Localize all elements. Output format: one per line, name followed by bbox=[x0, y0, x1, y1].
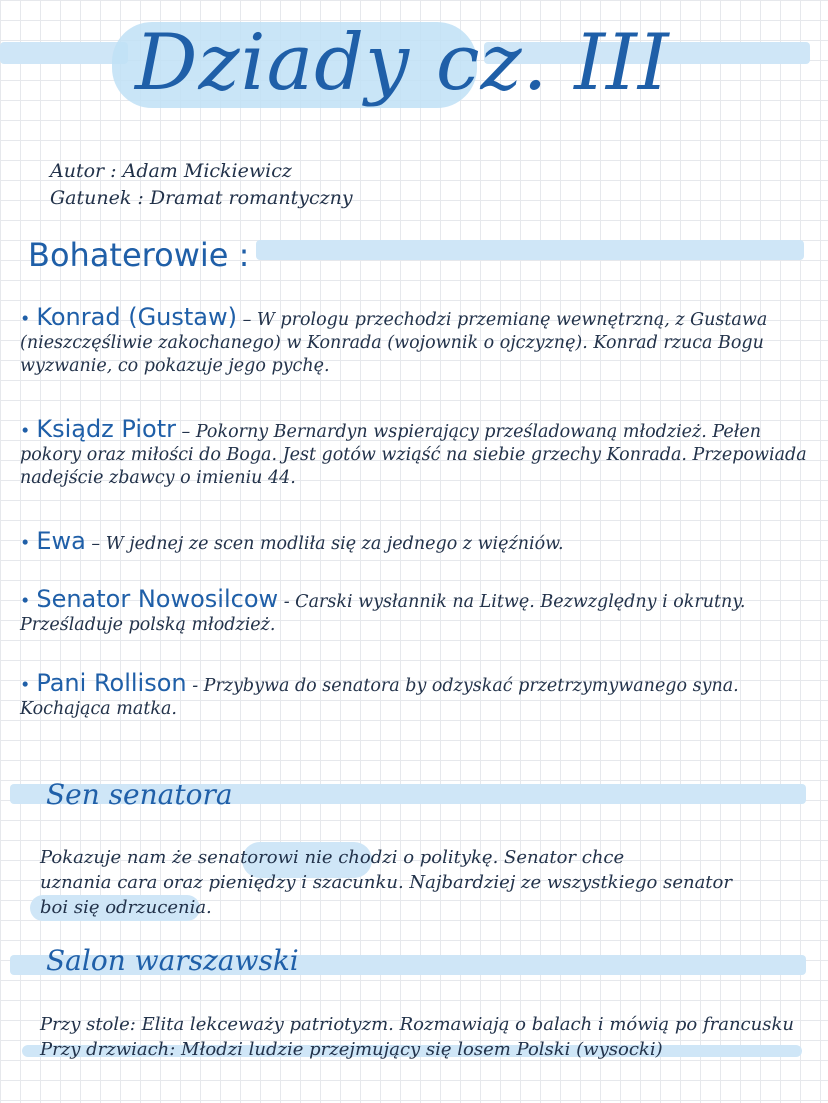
salon-paragraph bbox=[40, 1012, 810, 1062]
bullet-icon: • bbox=[20, 422, 31, 442]
character-konrad bbox=[20, 303, 810, 378]
bullet-icon: • bbox=[20, 592, 31, 612]
meta-block bbox=[50, 158, 353, 212]
dream-paragraph bbox=[40, 845, 810, 920]
salon-line: Przy drzwiach: Młodzi ludzie przejmujący się losem Polski (wysocki) bbox=[40, 1039, 663, 1060]
page-title: Dziady cz. III bbox=[135, 18, 670, 108]
heroes-heading: Bohaterowie : bbox=[28, 236, 250, 274]
bullet-icon: • bbox=[20, 676, 31, 696]
character-description: - Carski wysłannik na Litwę. Bezwzględny i okrutny. Prześladuje polską młodzież. bbox=[20, 592, 746, 635]
heroes-highlight-bar bbox=[256, 240, 804, 260]
author-line: Autor : Adam Mickiewicz bbox=[50, 160, 292, 182]
character-rollison bbox=[20, 669, 810, 721]
character-nowosilcow bbox=[20, 585, 810, 637]
character-ewa bbox=[20, 527, 810, 556]
character-description: – W prologu przechodzi przemianę wewnętrzną, z Gustawa (nieszczęśliwie zakochanego) w Konrada (wojownik o ojczyznę). Konrad rzuca Bogu wyzwanie, co pokazuje jego pychę. bbox=[20, 310, 768, 376]
dream-line: uznania cara oraz pieniędzy i szacunku. Najbardziej ze wszystkiego senator bbox=[40, 872, 732, 893]
dream-line: Pokazuje nam że senatorowi nie chodzi o politykę. Senator chce bbox=[40, 847, 625, 868]
genre-line: Gatunek : Dramat romantyczny bbox=[50, 187, 353, 209]
character-description: – Pokorny Bernardyn wspierający prześladowaną młodzież. Pełen pokory oraz miłości do Boga. Jest gotów wziąść na siebie grzechy Konrada. Przepowiada nadejście zbawcy o imieniu 44. bbox=[20, 422, 807, 488]
salon-line: Przy stole: Elita lekceważy patriotyzm. Rozmawiają o balach i mówią po francusku bbox=[40, 1014, 794, 1035]
character-name: Senator Nowosilcow bbox=[36, 585, 279, 613]
salon-heading: Salon warszawski bbox=[46, 944, 299, 977]
title-highlight-left bbox=[0, 42, 128, 64]
bullet-icon: • bbox=[20, 534, 31, 554]
character-name: Ksiądz Piotr bbox=[36, 415, 176, 443]
character-name: Pani Rollison bbox=[36, 669, 187, 697]
character-piotr bbox=[20, 415, 810, 490]
dream-heading: Sen senatora bbox=[46, 778, 233, 811]
character-name: Ewa bbox=[36, 527, 86, 555]
character-description: - Przybywa do senatora by odzyskać przetrzymywanego syna. Kochająca matka. bbox=[20, 676, 739, 719]
dream-line: boi się odrzucenia. bbox=[40, 897, 212, 918]
character-description: – W jednej ze scen modliła się za jednego z więźniów. bbox=[85, 534, 564, 554]
bullet-icon: • bbox=[20, 310, 31, 330]
character-name: Konrad (Gustaw) bbox=[36, 303, 237, 331]
